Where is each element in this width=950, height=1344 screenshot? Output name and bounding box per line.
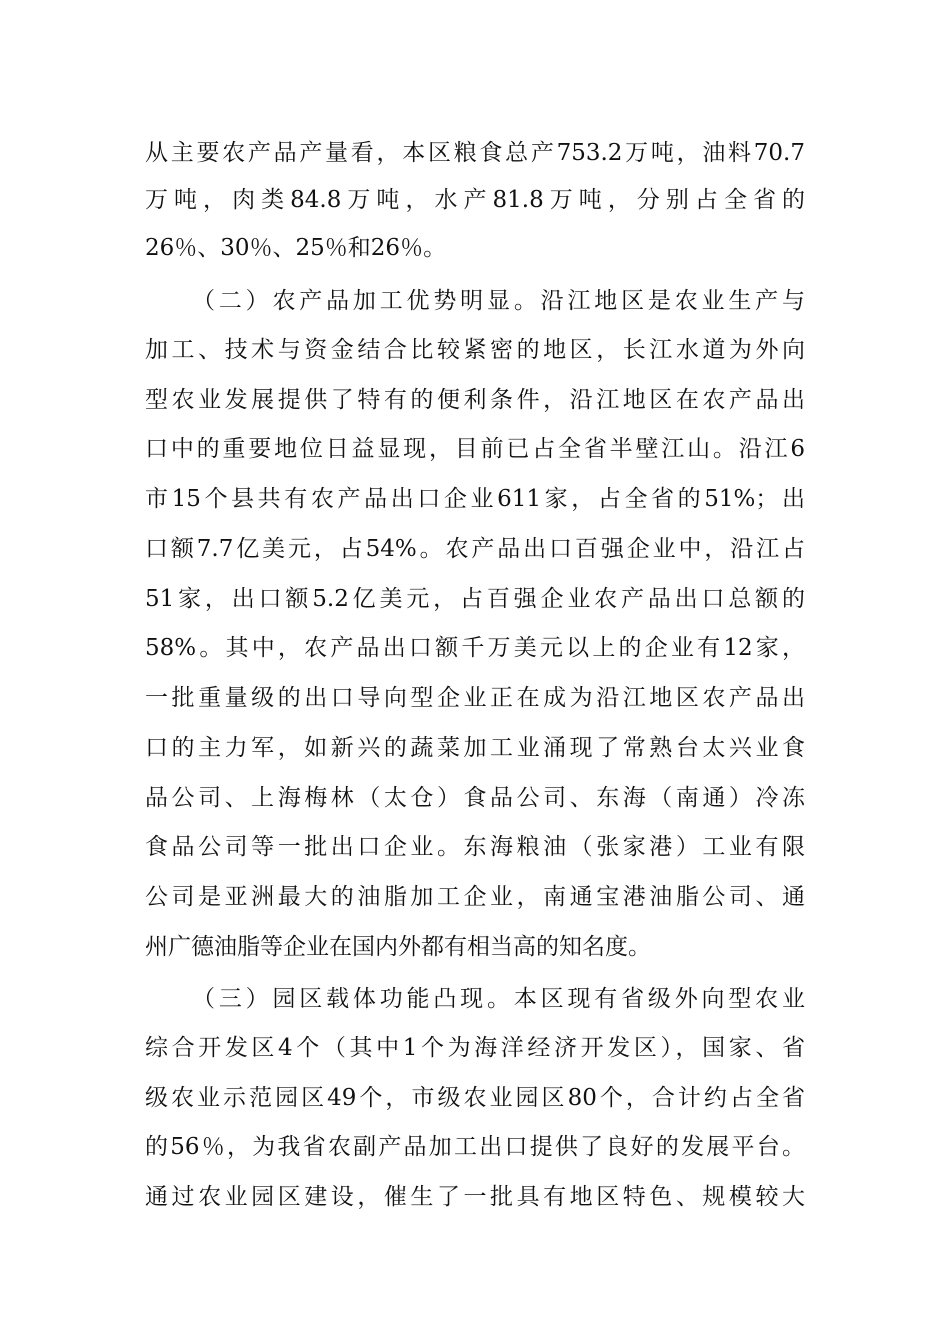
text-line: 26％、30％、25％和26％。 [145, 235, 447, 261]
text-line: 的56％，为我省农副产品加工出口提供了良好的发展平台。 [145, 1134, 805, 1160]
text-line: 通过农业园区建设，催生了一批具有地区特色、规模较大 [145, 1184, 805, 1210]
text-line: 加工、技术与资金结合比较紧密的地区，长江水道为外向 [145, 337, 805, 363]
text-line: 型农业发展提供了特有的便利条件，沿江地区在农产品出 [145, 387, 805, 413]
text-line: 公司是亚洲最大的油脂加工企业，南通宝港油脂公司、通 [145, 884, 805, 910]
text-line: 食品公司等一批出口企业。东海粮油（张家港）工业有限 [145, 834, 805, 860]
section-heading-line: （三）园区载体功能凸现。本区现有省级外向型农业 [192, 986, 805, 1012]
text-line: 综合开发区4个（其中1个为海洋经济开发区），国家、省 [145, 1035, 805, 1061]
section-heading-line: （二）农产品加工优势明显。沿江地区是农业生产与 [192, 288, 805, 314]
text-line: 州广德油脂等企业在国内外都有相当高的知名度。 [145, 934, 651, 960]
text-line: 万吨，肉类84.8万吨，水产81.8万吨，分别占全省的 [145, 187, 805, 213]
text-line: 51家，出口额5.2亿美元，占百强企业农产品出口总额的 [145, 586, 805, 612]
text-line: 口的主力军，如新兴的蔬菜加工业涌现了常熟台太兴业食 [145, 735, 805, 761]
text-line: 58%。其中，农产品出口额千万美元以上的企业有12家， [145, 635, 805, 661]
text-line: 品公司、上海梅林（太仓）食品公司、东海（南通）冷冻 [145, 785, 805, 811]
text-line: 市15个县共有农产品出口企业611家，占全省的51%；出 [145, 486, 805, 512]
text-line: 从主要农产品产量看，本区粮食总产753.2万吨，油料70.7 [145, 140, 805, 166]
text-line: 口中的重要地位日益显现，目前已占全省半壁江山。沿江6 [145, 436, 805, 462]
text-line: 口额7.7亿美元，占54%。农产品出口百强企业中，沿江占 [145, 536, 805, 562]
text-line: 一批重量级的出口导向型企业正在成为沿江地区农产品出 [145, 685, 805, 711]
text-line: 级农业示范园区49个，市级农业园区80个，合计约占全省 [145, 1085, 805, 1111]
